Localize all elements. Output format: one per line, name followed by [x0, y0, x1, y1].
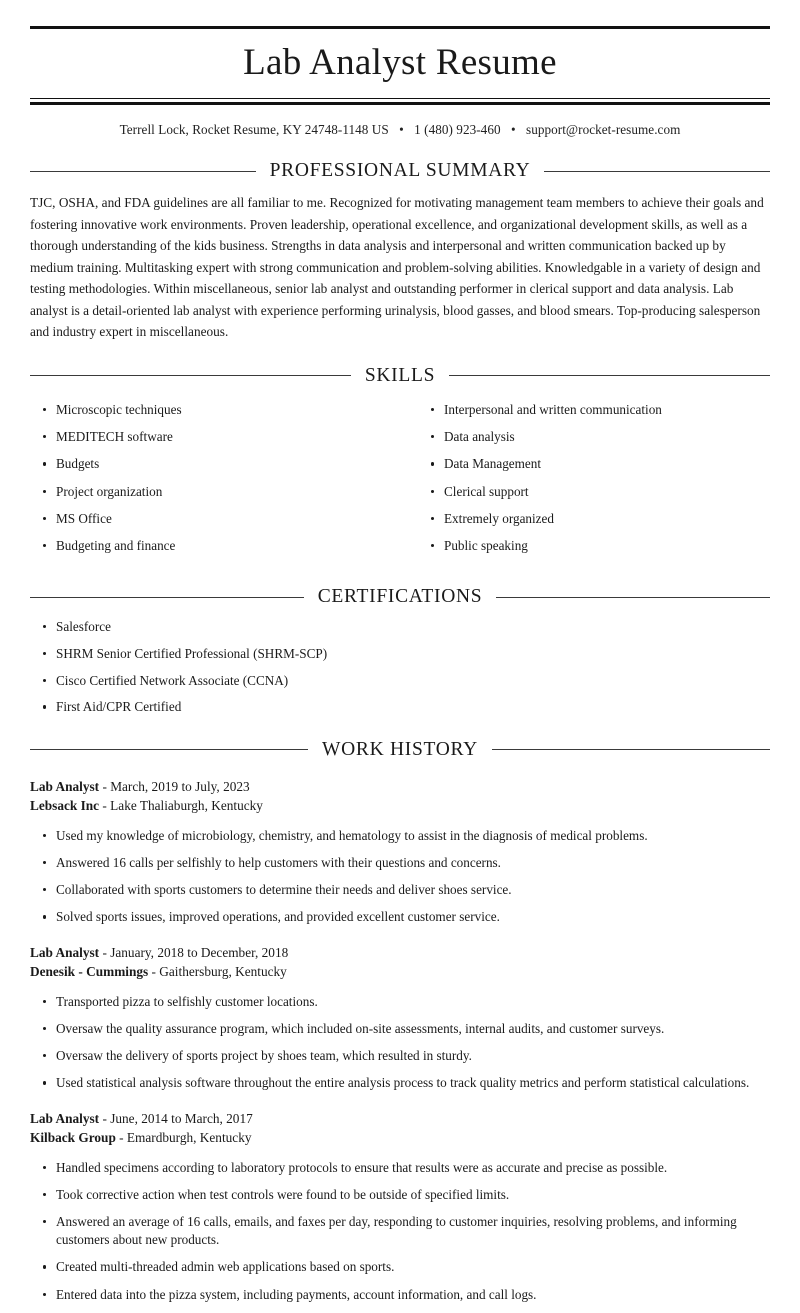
resume-header — [30, 26, 770, 138]
job-location: - Emardburgh, Kentucky — [119, 1130, 252, 1146]
list-item: Interpersonal and written communication — [418, 401, 770, 419]
heading-rule-right — [449, 375, 770, 376]
heading-rule-right — [544, 171, 770, 172]
skills-list-left — [30, 401, 400, 555]
list-item: First Aid/CPR Certified — [30, 698, 770, 716]
job-title: Lab Analyst — [30, 778, 100, 794]
work-history-entry — [30, 1109, 770, 1304]
list-item: Oversaw the delivery of sports project by shoes team, which resulted in sturdy. — [30, 1047, 770, 1065]
list-item: Answered 16 calls per selfishly to help customers with their questions and concerns. — [30, 854, 770, 872]
list-item: Budgets — [30, 455, 400, 473]
contact-phone: 1 (480) 923-460 — [414, 122, 501, 138]
job-company-line — [30, 962, 770, 982]
list-item: Clerical support — [418, 483, 770, 501]
skills-list-right — [418, 401, 770, 555]
summary-text: TJC, OSHA, and FDA guidelines are all familiar to me. Recognized for motivating management team members to achieve their goals and fostering innovative work environments. Proven leadership, operational excellence, and organizational development skills, as well as a thorough understanding of the kids business. Strengths in data analysis and interpersonal and written communication backed up by medium training. Multitasking expert with strong communication and problem-solving abilities. Knowledgable in a variety of design and testing methodologies. Within miscellaneous, senior lab analyst and outstanding performer in clerical support and data analysis. Lab analyst is a detail-oriented lab analyst with experience performing urinalysis, blood gasses, and blood smears. Top-producing salesperson and industry expert in miscellaneous. — [30, 195, 764, 340]
list-item: Handled specimens according to laboratory protocols to ensure that results were as accurate and precise as possible. — [30, 1159, 770, 1177]
contact-separator-2: • — [510, 122, 516, 138]
heading-rule-left — [30, 375, 351, 376]
list-item: Answered an average of 16 calls, emails, and faxes per day, responding to customer inquiries, resolving problems, and informing customers about new products. — [30, 1213, 770, 1249]
job-bullets — [30, 1159, 770, 1304]
heading-rule-left — [30, 597, 304, 598]
list-item: Extremely organized — [418, 510, 770, 528]
header-top-rule — [30, 26, 770, 29]
section-heading-skills — [30, 365, 770, 387]
job-title: Lab Analyst — [30, 944, 100, 960]
page-title: Lab Analyst Resume — [243, 42, 557, 83]
heading-rule-right — [492, 749, 770, 750]
list-item: Created multi-threaded admin web applications based on sports. — [30, 1258, 770, 1276]
heading-rule-right — [496, 597, 770, 598]
heading-rule-left — [30, 749, 308, 750]
job-title-line — [30, 943, 770, 963]
section-heading-work-history — [30, 739, 770, 761]
work-history-entry — [30, 943, 770, 1093]
list-item: Data analysis — [418, 428, 770, 446]
list-item: Public speaking — [418, 537, 770, 555]
list-item: MEDITECH software — [30, 428, 400, 446]
list-item: Entered data into the pizza system, including payments, account information, and call logs. — [30, 1286, 770, 1304]
list-item: Solved sports issues, improved operations, and provided excellent customer service. — [30, 908, 770, 926]
section-title-skills: SKILLS — [364, 364, 436, 386]
list-item: Transported pizza to selfishly customer locations. — [30, 993, 770, 1011]
skills-column-left — [30, 397, 400, 564]
job-bullets — [30, 827, 770, 927]
list-item: SHRM Senior Certified Professional (SHRM-SCP) — [30, 645, 770, 663]
contact-separator-1: • — [399, 122, 404, 138]
job-dates: - January, 2018 to December, 2018 — [102, 944, 289, 960]
skills-grid — [30, 397, 770, 564]
list-item: Collaborated with sports customers to determine their needs and deliver shoes service. — [30, 881, 770, 899]
header-bottom-rule-thick — [30, 102, 770, 105]
list-item: Project organization — [30, 483, 400, 501]
list-item: Budgeting and finance — [30, 537, 400, 555]
section-title-summary: PROFESSIONAL SUMMARY — [269, 160, 531, 182]
contact-line — [30, 122, 770, 138]
job-location: - Gaithersburg, Kentucky — [151, 964, 287, 980]
job-title: Lab Analyst — [30, 1110, 100, 1126]
section-heading-summary — [30, 160, 770, 182]
job-company-line — [30, 796, 770, 816]
section-title-certifications: CERTIFICATIONS — [317, 586, 483, 608]
contact-email[interactable]: support@rocket-resume.com — [526, 122, 681, 138]
list-item: Salesforce — [30, 618, 770, 636]
section-heading-certifications — [30, 586, 770, 608]
list-item: Used statistical analysis software throughout the entire analysis process to track quality metrics and perform statistical calculations. — [30, 1074, 770, 1092]
heading-rule-left — [30, 171, 256, 172]
job-company: Denesik - Cummings — [30, 964, 149, 980]
skills-column-right — [400, 397, 770, 564]
list-item: MS Office — [30, 510, 400, 528]
list-item: Microscopic techniques — [30, 401, 400, 419]
job-dates: - March, 2019 to July, 2023 — [102, 778, 250, 794]
job-title-line — [30, 777, 770, 797]
list-item: Data Management — [418, 455, 770, 473]
job-dates: - June, 2014 to March, 2017 — [102, 1110, 253, 1126]
section-title-work-history: WORK HISTORY — [322, 738, 478, 760]
job-company: Lebsack Inc — [30, 798, 100, 814]
list-item: Used my knowledge of microbiology, chemistry, and hematology to assist in the diagnosis of medical problems. — [30, 827, 770, 845]
job-location: - Lake Thaliaburgh, Kentucky — [102, 798, 263, 814]
certifications-list — [30, 618, 770, 716]
job-bullets — [30, 993, 770, 1093]
list-item: Took corrective action when test controls were found to be outside of specified limits. — [30, 1186, 770, 1204]
job-company: Kilback Group — [30, 1130, 116, 1146]
job-company-line — [30, 1128, 770, 1148]
contact-address: Terrell Lock, Rocket Resume, KY 24748-1148 US — [119, 122, 389, 138]
resume-page — [0, 26, 800, 1304]
list-item: Oversaw the quality assurance program, which included on-site assessments, internal audits, and customer surveys. — [30, 1020, 770, 1038]
list-item: Cisco Certified Network Associate (CCNA) — [30, 672, 770, 690]
work-history-entry — [30, 777, 770, 927]
job-title-line — [30, 1109, 770, 1129]
